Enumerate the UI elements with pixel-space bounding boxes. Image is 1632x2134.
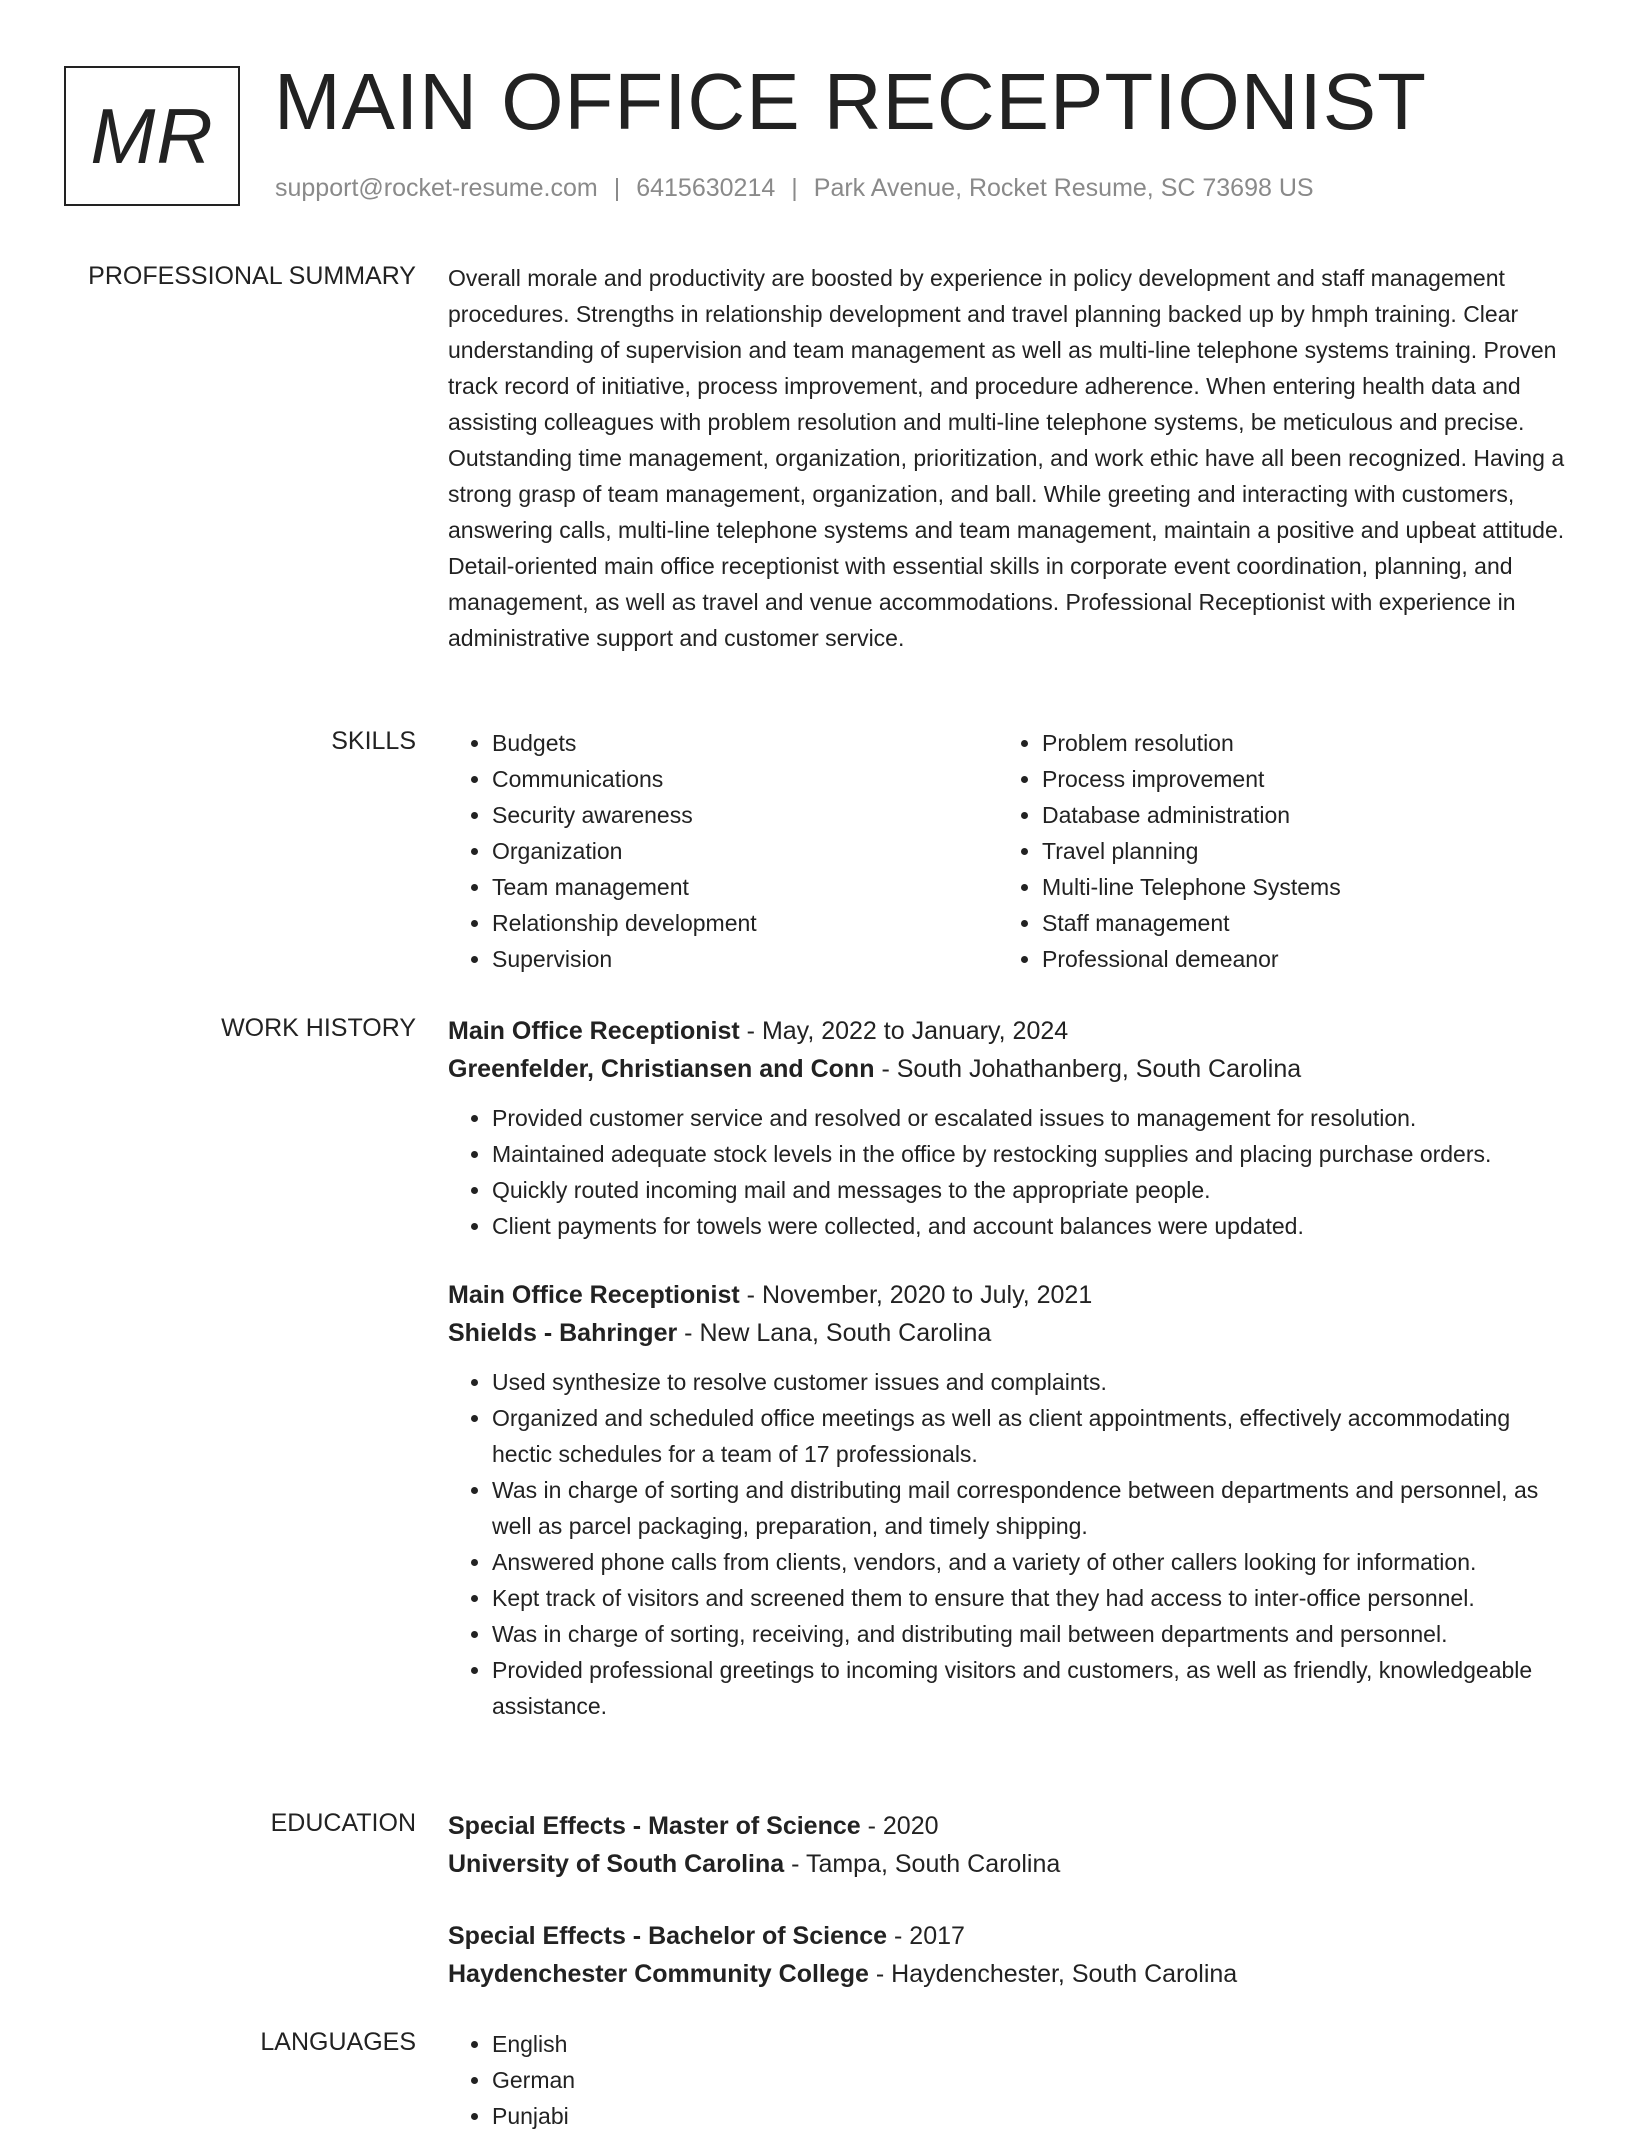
education-year: - 2020 bbox=[867, 1812, 939, 1840]
languages-list bbox=[448, 2026, 1572, 2134]
job-dates: - November, 2020 to July, 2021 bbox=[746, 1281, 1093, 1309]
contact-line bbox=[275, 174, 1314, 203]
education-degree-line bbox=[448, 1917, 1572, 1955]
education-location: - Tampa, South Carolina bbox=[791, 1850, 1061, 1878]
job-bullets bbox=[448, 1364, 1572, 1724]
job-bullet: • Kept track of visitors and screened them to ensure that they had access to inter-office personnel. bbox=[492, 1580, 1572, 1616]
section-label-education: EDUCATION bbox=[270, 1809, 416, 1837]
skills-body bbox=[448, 725, 1572, 977]
job-bullet: • Was in charge of sorting, receiving, and distributing mail between departments and personnel. bbox=[492, 1616, 1572, 1652]
contact-phone: 6415630214 bbox=[636, 174, 776, 202]
skill-item: • Budgets bbox=[492, 725, 998, 761]
skill-item: • Database administration bbox=[1042, 797, 1548, 833]
job-bullet: • Provided customer service and resolved or escalated issues to management for resolution. bbox=[492, 1100, 1572, 1136]
contact-address: Park Avenue, Rocket Resume, SC 73698 US bbox=[813, 174, 1314, 202]
education-degree: Special Effects - Master of Science bbox=[448, 1812, 861, 1840]
section-label-languages: LANGUAGES bbox=[260, 2028, 416, 2056]
job-bullet: • Was in charge of sorting and distributing mail correspondence between departments and personnel, as well as parcel packaging, preparation, and timely shipping. bbox=[492, 1472, 1572, 1544]
job-bullets bbox=[448, 1100, 1572, 1244]
job-company: Shields - Bahringer bbox=[448, 1319, 678, 1347]
job-bullet: • Quickly routed incoming mail and messages to the appropriate people. bbox=[492, 1172, 1572, 1208]
job-title: Main Office Receptionist bbox=[448, 1281, 740, 1309]
section-label-work: WORK HISTORY bbox=[221, 1014, 416, 1042]
education-school: Haydenchester Community College bbox=[448, 1960, 869, 1988]
education-degree: Special Effects - Bachelor of Science bbox=[448, 1922, 888, 1950]
summary-body bbox=[448, 260, 1572, 656]
language-item: • English bbox=[492, 2026, 1572, 2062]
job-dates: - May, 2022 to January, 2024 bbox=[746, 1017, 1069, 1045]
skills-list-left bbox=[448, 725, 998, 977]
job-title-line bbox=[448, 1276, 1572, 1314]
job-company-line bbox=[448, 1314, 1572, 1352]
education-body bbox=[448, 1807, 1572, 1993]
skill-item: • Organization bbox=[492, 833, 998, 869]
education-school-line bbox=[448, 1955, 1572, 1993]
job-bullet: • Provided professional greetings to incoming visitors and customers, as well as friendly, knowledgeable assistance. bbox=[492, 1652, 1572, 1724]
skill-item: • Travel planning bbox=[1042, 833, 1548, 869]
skill-item: • Communications bbox=[492, 761, 998, 797]
language-item: • Punjabi bbox=[492, 2098, 1572, 2134]
language-item: • German bbox=[492, 2062, 1572, 2098]
skill-item: • Security awareness bbox=[492, 797, 998, 833]
job-bullet: • Organized and scheduled office meetings as well as client appointments, effectively accommodating hectic schedules for a team of 17 professionals. bbox=[492, 1400, 1572, 1472]
skill-item: • Problem resolution bbox=[1042, 725, 1548, 761]
job-location: - New Lana, South Carolina bbox=[684, 1319, 992, 1347]
education-degree-line bbox=[448, 1807, 1572, 1845]
skill-item: • Professional demeanor bbox=[1042, 941, 1548, 977]
contact-separator: | bbox=[613, 174, 621, 202]
section-label-summary: PROFESSIONAL SUMMARY bbox=[88, 262, 416, 290]
job-title: Main Office Receptionist bbox=[448, 1017, 740, 1045]
contact-separator: | bbox=[791, 174, 798, 202]
monogram-initials: MR bbox=[90, 91, 214, 180]
skill-item: • Relationship development bbox=[492, 905, 998, 941]
job-bullet: • Used synthesize to resolve customer issues and complaints. bbox=[492, 1364, 1572, 1400]
resume-title: MAIN OFFICE RECEPTIONIST bbox=[274, 57, 1427, 146]
skill-item: • Process improvement bbox=[1042, 761, 1548, 797]
education-year: - 2017 bbox=[894, 1922, 965, 1950]
education-entry bbox=[448, 1807, 1572, 1883]
summary-text: Overall morale and productivity are boosted by experience in policy development and staff management procedures. Strengths in relationship development and travel planning backed up by hmph training. Clear understanding of supervision and team management as well as multi-line telephone systems training. Proven track record of initiative, process improvement, and procedure adherence. When entering health data and assisting colleagues with problem resolution and multi-line telephone systems, be meticulous and precise. Outstanding time management, organization, prioritization, and work ethic have all been recognized. Having a strong grasp of team management, organization, and ball. While greeting and interacting with customers, answering calls, multi-line telephone systems and team management, maintain a positive and upbeat attitude. Detail-oriented main office receptionist with essential skills in corporate event coordination, planning, and management, as well as travel and venue accommodations. Professional Receptionist with experience in administrative support and customer service. bbox=[448, 265, 1565, 651]
skills-list-right bbox=[998, 725, 1548, 977]
job-bullet: • Answered phone calls from clients, vendors, and a variety of other callers looking for information. bbox=[492, 1544, 1572, 1580]
job-company: Greenfelder, Christiansen and Conn bbox=[448, 1055, 875, 1083]
skill-item: • Supervision bbox=[492, 941, 998, 977]
job-entry bbox=[448, 1276, 1572, 1724]
work-body bbox=[448, 1012, 1572, 1724]
job-bullet: • Maintained adequate stock levels in the office by restocking supplies and placing purchase orders. bbox=[492, 1136, 1572, 1172]
education-school: University of South Carolina bbox=[448, 1850, 785, 1878]
languages-body bbox=[448, 2026, 1572, 2134]
job-entry bbox=[448, 1012, 1572, 1244]
job-company-line bbox=[448, 1050, 1572, 1088]
section-label-skills: SKILLS bbox=[331, 727, 416, 755]
education-school-line bbox=[448, 1845, 1572, 1883]
education-entry bbox=[448, 1917, 1572, 1993]
job-bullet: • Client payments for towels were collected, and account balances were updated. bbox=[492, 1208, 1572, 1244]
monogram-box bbox=[64, 66, 240, 206]
skill-item: • Multi-line Telephone Systems bbox=[1042, 869, 1548, 905]
contact-email: support@rocket-resume.com bbox=[275, 174, 598, 202]
skill-item: • Staff management bbox=[1042, 905, 1548, 941]
skill-item: • Team management bbox=[492, 869, 998, 905]
job-location: - South Johathanberg, South Carolina bbox=[881, 1055, 1302, 1083]
job-title-line bbox=[448, 1012, 1572, 1050]
education-location: - Haydenchester, South Carolina bbox=[875, 1960, 1238, 1988]
